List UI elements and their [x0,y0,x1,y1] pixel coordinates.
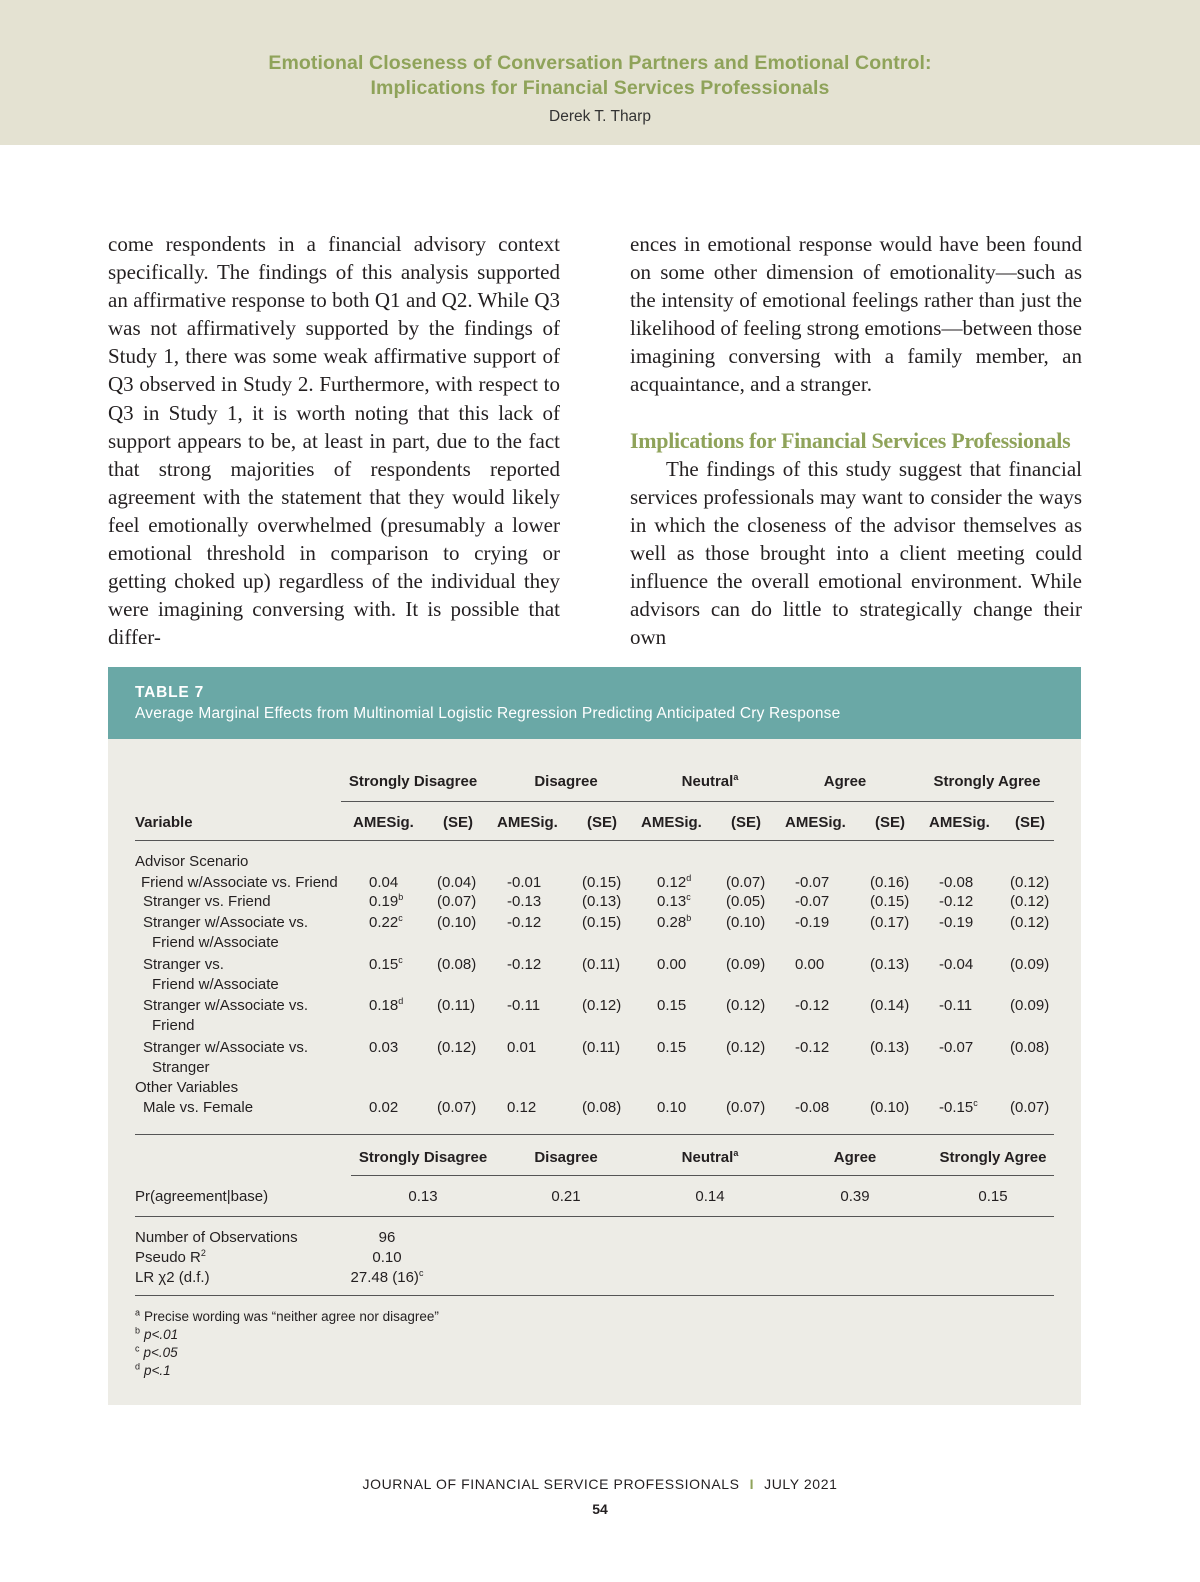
se-value [1010,956,1049,974]
se-number: (0.13) [870,1039,910,1056]
ame-value [939,1039,973,1057]
ame-value [657,997,686,1015]
left-text-column [108,230,560,651]
footnote-marker: a [733,772,739,782]
se-number: (0.13) [582,893,622,910]
se-number: (0.16) [870,874,910,891]
column-group-header: Strongly Disagree [348,773,478,790]
stat-value: 0.10 [372,1249,402,1266]
se-number: (0.09) [1010,997,1050,1014]
se-value [726,1039,765,1057]
ame-number: 0.00 [657,956,687,973]
table-rule [135,1216,1054,1217]
footnote-marker: d [398,996,404,1006]
ame-value [795,874,829,892]
se-value [582,1039,620,1057]
ame-number: -0.07 [795,893,830,910]
se-number: (0.15) [582,914,622,931]
se-value [437,1099,476,1117]
ame-number: 0.15 [657,1039,687,1056]
footnote-marker: c [973,1098,978,1108]
row-label: Stranger vs. Friend [143,893,271,910]
ames-header: AMESig. [497,814,558,831]
ame-number: 0.15 [369,956,399,973]
ame-value [369,956,403,974]
ame-number: 0.03 [369,1039,399,1056]
table-footnote [135,1344,178,1362]
se-number: (0.12) [726,997,766,1014]
column-group-header [630,1149,790,1167]
table-header-band [108,667,1081,739]
ame-number: -0.12 [507,914,542,931]
se-value [1010,893,1049,911]
pr-value: 0.21 [551,1188,581,1205]
table-7 [108,667,1081,1405]
ame-number: -0.08 [795,1099,830,1116]
ame-value [657,1099,686,1117]
ame-value [507,893,541,911]
ame-value [657,956,686,974]
footnote-marker: c [398,955,403,965]
se-number: (0.08) [582,1099,622,1116]
ame-number: -0.12 [795,997,830,1014]
se-value [582,956,620,974]
se-number: (0.07) [437,893,477,910]
se-number: (0.12) [1010,914,1050,931]
se-number: (0.09) [1010,956,1050,973]
article-title-line-2: Implications for Financial Services Professionals [370,77,830,99]
footnote-marker: b [686,913,692,923]
page-header [0,0,1200,145]
ames-header: AMESig. [785,814,846,831]
se-number: (0.07) [726,1099,766,1116]
se-header: (SE) [1015,814,1045,831]
footnote-text: Precise wording was “neither agree nor disagree” [144,1309,439,1324]
ame-value [795,956,824,974]
ame-number: -0.15 [939,1099,974,1116]
ame-value [657,874,691,892]
footnote-marker: d [135,1361,141,1372]
se-value [1010,1039,1049,1057]
article-author: Derek T. Tharp [549,108,651,125]
footnote-marker: a [733,1148,739,1158]
ame-number: 0.15 [657,997,687,1014]
row-label: Friend w/Associate vs. Friend [141,874,338,891]
ame-value [507,914,541,932]
se-number: (0.15) [870,893,910,910]
ame-number: -0.11 [507,997,541,1014]
ame-value [507,956,541,974]
ame-value [939,874,973,892]
footnote-marker: a [135,1307,141,1318]
se-header: (SE) [587,814,617,831]
section-label: Other Variables [135,1079,239,1096]
ame-number: 0.18 [369,997,399,1014]
ame-number: -0.12 [939,893,974,910]
page-number: 54 [592,1501,608,1517]
se-number: (0.11) [582,1039,621,1056]
se-header: (SE) [443,814,473,831]
se-value [582,914,621,932]
se-value [726,1099,765,1117]
ame-number: -0.08 [939,874,974,891]
se-value [437,893,476,911]
table-footnote [135,1308,439,1326]
ame-number: 0.00 [795,956,825,973]
section-label: Advisor Scenario [135,853,249,870]
se-value [870,874,909,892]
se-value [726,914,765,932]
section-heading: Implications for Financial Services Professionals [630,427,1071,453]
ame-value [507,997,540,1015]
se-value [582,874,621,892]
se-number: (0.08) [437,956,477,973]
se-value [437,914,476,932]
se-number: (0.11) [437,997,476,1014]
table-rule [135,840,1054,841]
body-paragraph: The findings of this study suggest that financial services professionals may want to consider the ways in which the closeness of the advisor themselves as well as those brought into a client meeting could influence the overall emotional environment. While advisors can do little to strategically change their own [630,456,1082,650]
footnote-text: p<.01 [144,1327,179,1342]
se-number: (0.07) [726,874,766,891]
se-number: (0.10) [870,1099,910,1116]
ame-value [795,1039,829,1057]
footnote-marker: b [135,1325,141,1336]
se-number: (0.14) [870,997,910,1014]
row-label-continued: Stranger [152,1059,210,1076]
ame-value [795,1099,829,1117]
column-group-label: Strongly Agree [939,1149,1047,1166]
variable-header: Variable [135,814,193,831]
ame-value [369,893,403,911]
table-footnote [135,1362,171,1380]
journal-name: JOURNAL OF FINANCIAL SERVICE PROFESSIONALS [362,1476,740,1492]
se-number: (0.05) [726,893,766,910]
footnote-marker: c [418,1268,424,1278]
se-number: (0.04) [437,874,477,891]
ame-number: -0.12 [795,1039,830,1056]
se-value [1010,1099,1049,1117]
ame-value [939,956,973,974]
se-value [870,956,909,974]
row-label-continued: Friend w/Associate [152,976,279,993]
se-number: (0.12) [437,1039,477,1056]
column-group-label: Neutral [681,1149,734,1166]
ames-header: AMESig. [641,814,702,831]
ame-number: 0.01 [507,1039,537,1056]
footer-separator: I [749,1476,755,1492]
footnote-marker: d [686,873,692,883]
se-number: (0.07) [1010,1099,1050,1116]
ame-number: 0.28 [657,914,687,931]
ame-number: 0.02 [369,1099,399,1116]
pr-value: 0.14 [695,1188,725,1205]
ame-value [939,997,972,1015]
pr-label: Pr(agreement|base) [135,1188,269,1205]
se-value [870,997,909,1015]
ame-value [369,997,403,1015]
ame-value [507,874,541,892]
stat-value [337,1269,437,1287]
column-group-header: Disagree [534,773,598,790]
ames-header: AMESig. [353,814,414,831]
ame-value [939,914,973,932]
right-text-column [630,230,1082,651]
column-group-header [343,1149,503,1167]
se-value [437,874,476,892]
row-label: Stranger w/Associate vs. [143,914,309,931]
ames-header: AMESig. [929,814,990,831]
se-value [726,893,765,911]
ame-number: 0.10 [657,1099,687,1116]
se-number: (0.11) [582,956,621,973]
footnote-marker: b [398,892,404,902]
column-group-header: Agree [823,773,867,790]
se-value [1010,914,1049,932]
page-footer [0,1476,1200,1492]
se-value [726,956,765,974]
se-value [437,1039,476,1057]
stat-label: Number of Observations [135,1229,298,1246]
se-number: (0.15) [582,874,622,891]
se-number: (0.12) [582,997,622,1014]
se-value [582,997,621,1015]
ame-value [795,914,829,932]
ame-number: 0.04 [369,874,399,891]
ame-number: -0.04 [939,956,974,973]
ame-value [369,1099,398,1117]
table-rule [135,1134,1054,1135]
se-value [582,1099,621,1117]
ame-number: -0.12 [507,956,542,973]
se-value [1010,874,1049,892]
pr-value: 0.39 [840,1188,870,1205]
ame-value [657,914,691,932]
footnote-marker: c [398,913,403,923]
column-group-label: Disagree [534,1149,598,1166]
ame-number: -0.07 [939,1039,974,1056]
ame-value [657,1039,686,1057]
footnote-text: p<.1 [144,1363,171,1378]
stat-label [135,1249,206,1267]
ame-number: -0.11 [939,997,973,1014]
ame-number: -0.01 [507,874,542,891]
ame-number: 0.19 [369,893,399,910]
ame-value [939,893,973,911]
pr-value: 0.13 [408,1188,438,1205]
se-number: (0.17) [870,914,910,931]
stat-label-text: Pseudo R [135,1249,201,1266]
pr-value: 0.15 [978,1188,1008,1205]
se-value [437,997,475,1015]
se-value [726,874,765,892]
row-label: Stranger w/Associate vs. [143,1039,309,1056]
ame-number: -0.07 [795,874,830,891]
ame-value [939,1099,978,1117]
se-number: (0.12) [1010,874,1050,891]
se-number: (0.07) [437,1099,477,1116]
body-paragraph: come respondents in a financial advisory context specifically. The findings of this analysis supported an affirmative response to both Q1 and Q2. While Q3 was not affirmatively supported by the findings of Study 1, there was some weak affirmative support of Q3 observed in Study 2. Furthermore, with respect to Q3 in Study 1, it is worth noting that this lack of support appears to be, at least in part, due to the fact that strong majorities of respondents reported agreement with the statement that they would likely feel emotionally overwhelmed (presumably a lower emotional threshold in comparison to crying or getting choked up) regardless of the individual they were imagining conversing with. It is possible that differ- [108,232,560,650]
se-value [870,1039,909,1057]
se-number: (0.12) [726,1039,766,1056]
table-caption: Average Marginal Effects from Multinomial Logistic Regression Predicting Anticipated Cry Response [135,705,841,722]
column-group-label: Neutral [681,773,734,790]
ame-value [795,997,829,1015]
table-rule [341,801,1054,802]
column-group-label: Agree [833,1149,877,1166]
row-label-continued: Friend w/Associate [152,934,279,951]
se-number: (0.10) [437,914,477,931]
row-label: Stranger vs. [143,956,224,973]
ame-value [507,1099,536,1117]
ame-number: 0.12 [507,1099,537,1116]
se-number: (0.08) [1010,1039,1050,1056]
ame-number: -0.13 [507,893,542,910]
column-group-header [775,1149,935,1167]
se-number: (0.10) [726,914,766,931]
article-title-line-1: Emotional Closeness of Conversation Partners and Emotional Control: [268,52,932,74]
column-group-label: Strongly Disagree [358,1149,488,1166]
footnote-marker: c [686,892,691,902]
se-value [870,914,909,932]
se-value [582,893,621,911]
stat-value-text: 27.48 (16) [350,1269,419,1286]
table-rule [351,1175,1054,1176]
footnote-marker: c [135,1343,140,1354]
se-value [437,956,476,974]
body-paragraph: ences in emotional response would have been found on some other dimension of emotionality—such as the intensity of emotional feelings rather than just the likelihood of feeling strong emotions—between those imagining conversing with a family member, an acquaintance, and a stranger. [630,232,1082,397]
se-value [870,1099,909,1117]
row-label: Stranger w/Associate vs. [143,997,309,1014]
footnote-text: p<.05 [143,1345,178,1360]
se-value [1010,997,1049,1015]
ame-number: 0.12 [657,874,687,891]
ame-number: 0.22 [369,914,399,931]
ame-value [795,893,829,911]
stat-value: 96 [378,1229,396,1246]
se-header: (SE) [731,814,761,831]
se-number: (0.12) [1010,893,1050,910]
row-label: Male vs. Female [143,1099,254,1116]
footnote-marker: 2 [200,1248,206,1258]
table-footnote [135,1326,178,1344]
table-label: TABLE 7 [135,684,205,701]
column-group-header: Strongly Agree [933,773,1041,790]
ame-value [507,1039,536,1057]
ame-value [657,893,691,911]
ame-number: 0.13 [657,893,687,910]
row-label-continued: Friend [152,1017,195,1034]
table-rule [135,1295,1054,1296]
se-number: (0.13) [870,956,910,973]
ame-value [369,874,398,892]
ame-number: -0.19 [939,914,974,931]
ame-value [369,1039,398,1057]
column-group-header [486,1149,646,1167]
se-number: (0.09) [726,956,766,973]
ame-value [369,914,403,932]
se-value [870,893,909,911]
se-header: (SE) [875,814,905,831]
se-value [726,997,765,1015]
column-group-header [913,1149,1073,1167]
issue-date: JULY 2021 [764,1476,838,1492]
stat-label: LR χ2 (d.f.) [135,1269,210,1286]
ame-number: -0.19 [795,914,830,931]
